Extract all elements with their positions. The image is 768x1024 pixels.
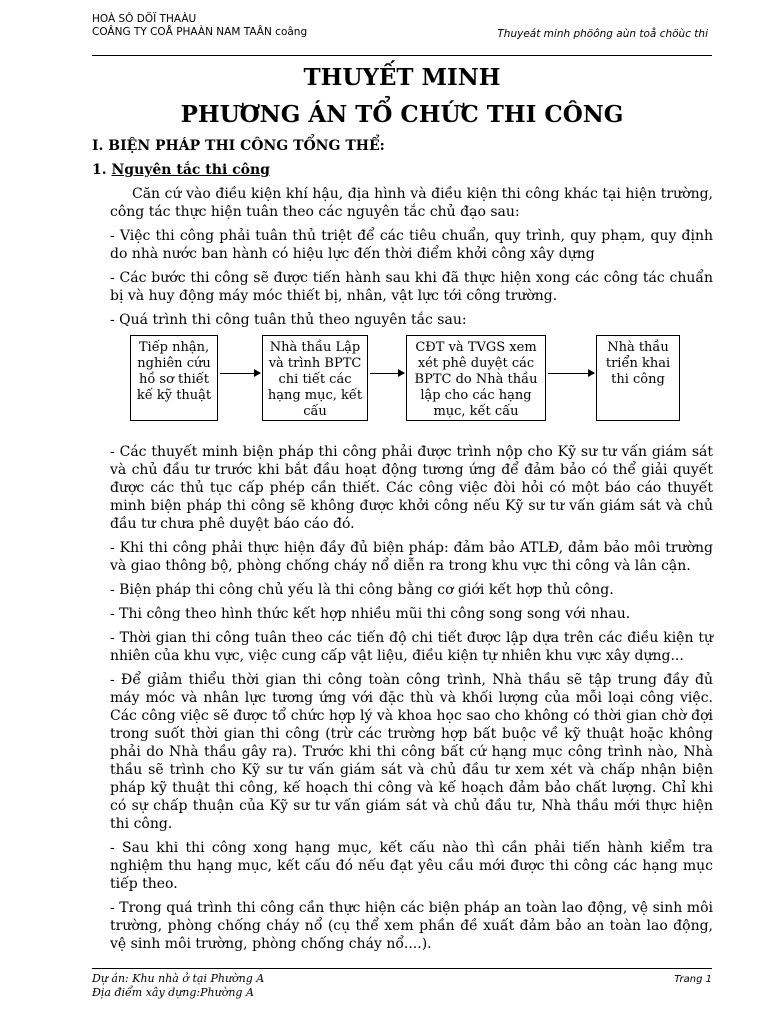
- flow-arrow-1: [220, 373, 260, 374]
- header-doc-title: Thuyeát minh phöông aùn toå chöùc thi: [497, 28, 708, 40]
- bullet-item: - Các bước thi công sẽ được tiến hành sau khi đã thực hiện xong các công tác chuẩn bị và huy động máy móc thiết bị, nhân, vật lực tới công trường.: [110, 270, 713, 304]
- bullet-item: - Sau khi thi công xong hạng mục, kết cấu nào thì cần phải tiến hành kiểm tra nghiệm thu hạng mục, kết cấu đó nếu đạt yêu cầu mới được thi công các hạng mục tiếp theo.: [110, 840, 713, 892]
- footer-left: [92, 972, 264, 1000]
- bullet-item: - Biện pháp thi công chủ yếu là thi công bằng cơ giới kết hợp thủ công.: [110, 582, 614, 598]
- doc-body: [92, 137, 713, 959]
- bullet-item: - Việc thi công phải tuân thủ triệt để các tiêu chuẩn, quy trình, quy phạm, quy định do nhà nước ban hành có hiệu lực đến thời điểm khởi công xây dựng: [110, 228, 713, 262]
- flow-step-3: CĐT và TVGS xem xét phê duyệt các BPTC do Nhà thầu lập cho các hạng mục, kết cấu: [406, 335, 546, 421]
- header-company-line2: COÂNG TY COÅ PHAÀN NAM TAÂN coâng: [92, 26, 308, 38]
- header-left: [92, 13, 342, 39]
- header-rule: [92, 55, 712, 56]
- bullet-item: - Trong quá trình thi công cần thực hiện các biện pháp an toàn lao động, vệ sinh môi trường, phòng chống cháy nổ (cụ thể xem phần đề xuất đảm bảo an toàn lao động, vệ sinh môi trường, phòng chống cháy nổ....).: [110, 900, 713, 952]
- flow-arrow-3: [548, 373, 594, 374]
- subsection-number: 1.: [92, 162, 107, 178]
- doc-title-line1: THUYẾT MINH: [303, 64, 501, 91]
- flow-arrow-2: [370, 373, 404, 374]
- footer-page-number: Trang 1: [674, 974, 712, 985]
- bullet-item: - Thi công theo hình thức kết hợp nhiều mũi thi công song song với nhau.: [110, 606, 631, 622]
- flow-step-4: Nhà thầu triển khai thi công: [596, 335, 680, 421]
- bullet-item: - Thời gian thi công tuân theo các tiến độ chi tiết được lập dựa trên các điều kiện tự nhiên của khu vực, việc cung cấp vật liệu, điều kiện tự nhiên khu vực xây dựng...: [110, 630, 713, 664]
- subsection-heading: [92, 161, 713, 179]
- process-flowchart: [130, 335, 671, 433]
- subsection-title: Nguyên tắc thi công: [111, 162, 270, 178]
- section-heading: I. BIỆN PHÁP THI CÔNG TỔNG THỂ:: [92, 138, 385, 154]
- doc-title-line2: PHƯƠNG ÁN TỔ CHỨC THI CÔNG: [180, 101, 624, 128]
- header-company-line1: HOÀ SÔ DÖÏ THAÀU: [92, 13, 197, 25]
- intro-paragraph: Căn cứ vào điều kiện khí hậu, địa hình và điều kiện thi công khác tại hiện trường, công tác thực hiện tuân theo các nguyên tắc chủ đạo sau:: [110, 186, 713, 220]
- footer-rule: [92, 968, 712, 969]
- footer-location: Địa điểm xây dựng:Phường A: [92, 986, 254, 999]
- bullet-item: - Khi thi công phải thực hiện đầy đủ biện pháp: đảm bảo ATLĐ, đảm bảo môi trường và giao thông bộ, phòng chống cháy nổ diễn ra trong khu vực thi công và lân cận.: [110, 540, 713, 574]
- bullet-item: - Quá trình thi công tuân thủ theo nguyên tắc sau:: [110, 312, 467, 328]
- bullet-item: - Để giảm thiểu thời gian thi công toàn công trình, Nhà thầu sẽ tập trung đầy đủ máy móc và nhân lực tương ứng với đặc thù và khối lượng của mỗi loại công việc. Các công việc sẽ được tổ chức hợp lý và khoa học sao cho không có thời gian chờ đợi trong suốt thời gian thi công (trừ các trường hợp bất buộc về kỹ thuật hoặc không phải do Nhà thầu gây ra). Trước khi thi công bất cứ hạng mục công trình nào, Nhà thầu sẽ trình cho Kỹ sư tư vấn giám sát và chủ đầu tư xem xét và chấp nhận biện pháp kỹ thuật thi công, kế hoạch thi công và kế hoạch đảm bảo chất lượng. Chỉ khi có sự chấp thuận của Kỹ sư tư vấn giám sát và chủ đầu tư, Nhà thầu mới thực hiện thi công.: [110, 672, 713, 832]
- footer-project: Dự án: Khu nhà ở tại Phường A: [92, 972, 265, 985]
- flow-step-2: Nhà thầu Lập và trình BPTC chi tiết các hạng mục, kết cấu: [262, 335, 368, 421]
- flow-step-1: Tiếp nhận, nghiên cứu hồ sơ thiết kế kỹ thuật: [130, 335, 218, 421]
- bullet-item: - Các thuyết minh biện pháp thi công phải được trình nộp cho Kỹ sư tư vấn giám sát và chủ đầu tư trước khi bắt đầu hoạt động tương ứng để đảm bảo có thể giải quyết được các thủ tục cấp phép cần thiết. Các công việc đòi hỏi có một báo cáo thuyết minh biện pháp thi công sẽ không được khởi công nếu Kỹ sư tư vấn giám sát và chủ đầu tư chưa phê duyệt báo cáo đó.: [110, 444, 713, 532]
